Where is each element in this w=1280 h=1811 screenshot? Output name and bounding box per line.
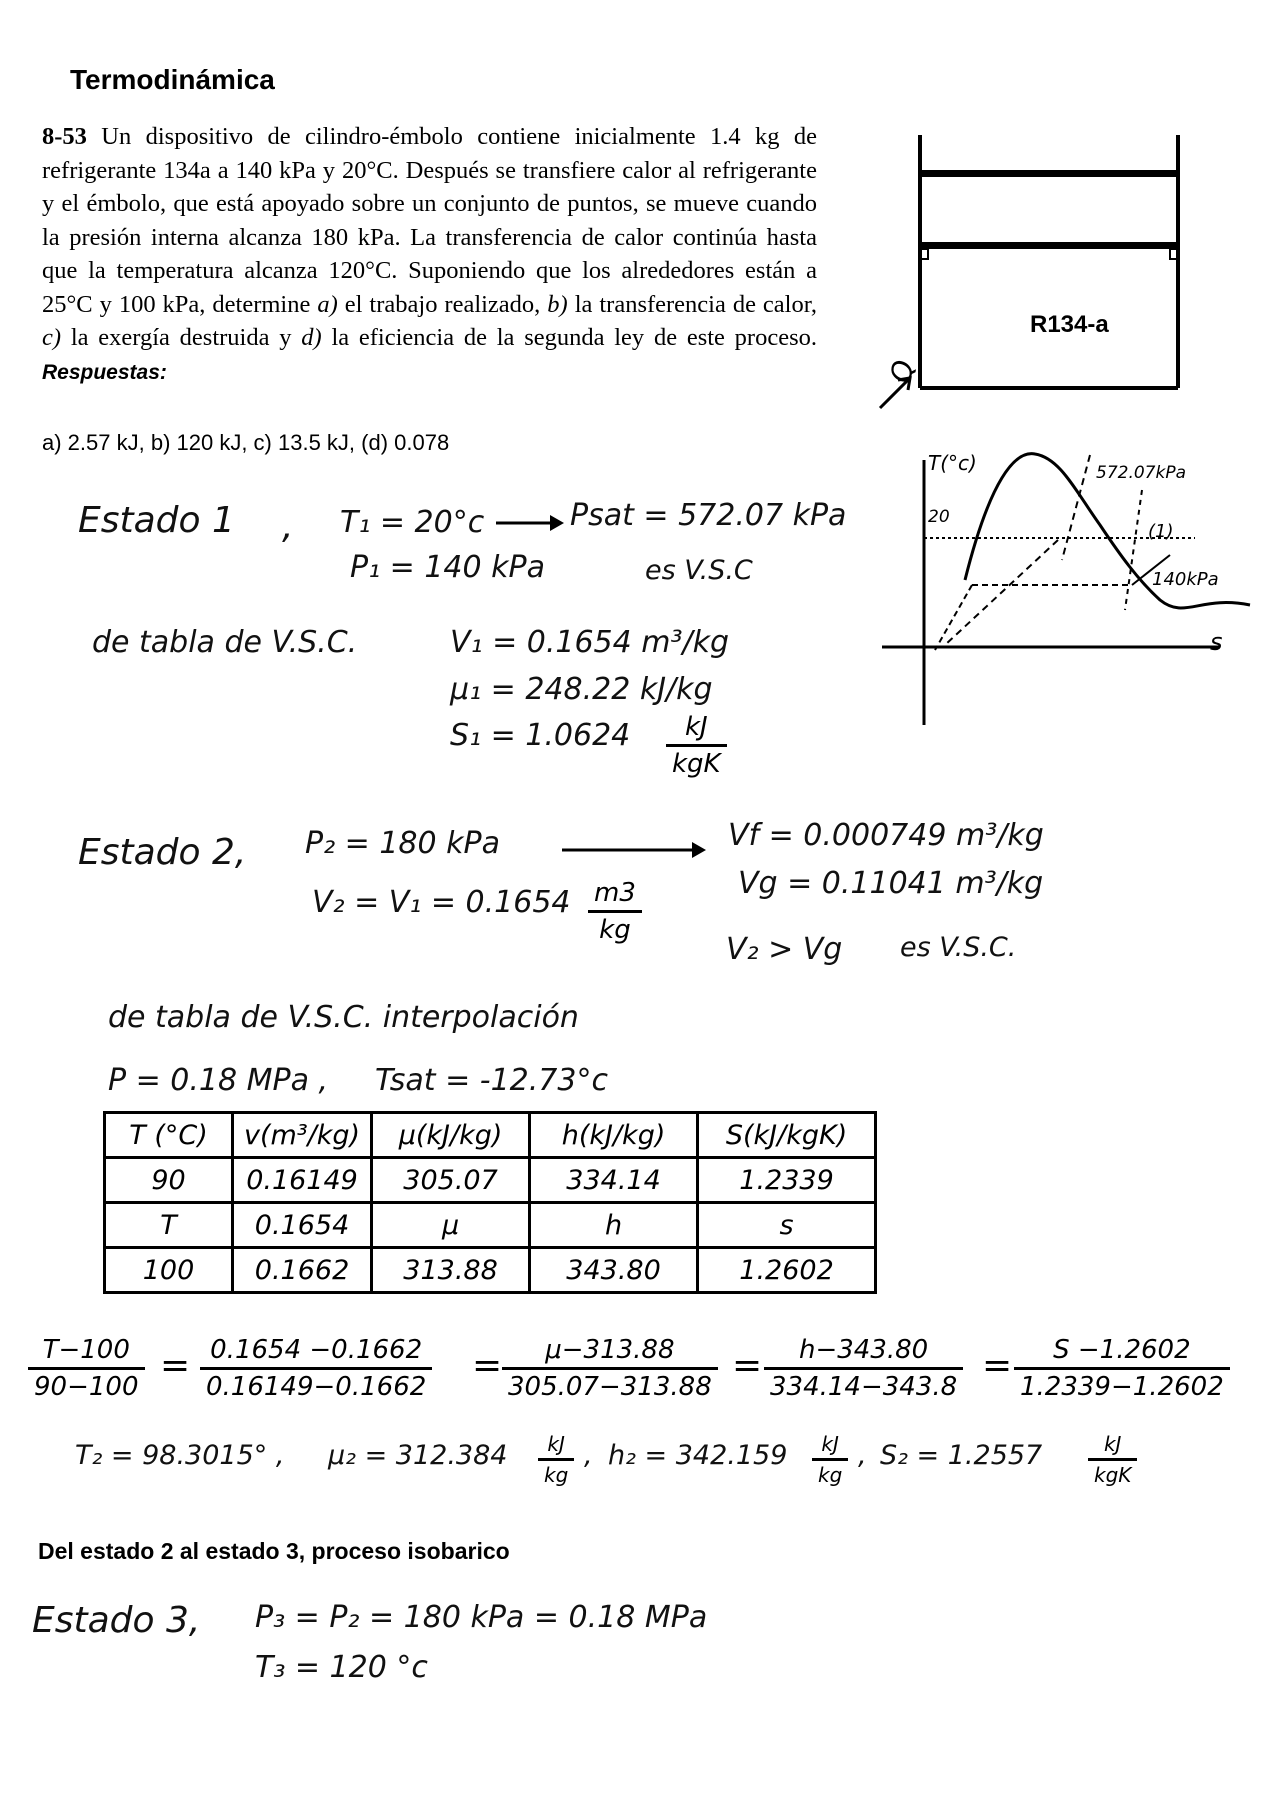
isobar-140-liquid [935, 585, 972, 650]
arrow-right-long-icon [560, 838, 710, 862]
problem-text-a: Un dispositivo de cilindro-émbolo contiene inicialmente 1.4 kg de refrigerante 134a a 140 kPa y 20°C. Después se transfiere calor al refrigerante y el émbolo, que está apoyado sobre un conjunto de puntos, se mueve cuando la presión interna alcanza 180 kPa. La transferencia de calor continúa hasta que la temperatura alcanza 120°C. Suponiendo que los alrededores están a 25°C y 100 kPa, determine [42, 123, 818, 318]
state2-heading: Estado 2, [78, 832, 247, 873]
problem-text-d: la exergía destruida y [70, 324, 292, 351]
result-s2-unit [1088, 1432, 1137, 1487]
state2-vf: Vf = 0.000749 m³/kg [728, 818, 1044, 853]
state3-p3: P₃ = P₂ = 180 kPa = 0.18 MPa [255, 1600, 708, 1635]
state2-tsat: Tsat = -12.73°c [375, 1063, 608, 1098]
result-sep: , [858, 1440, 867, 1471]
table-cell: 100 [105, 1248, 233, 1293]
state2-v2: V₂ = V₁ = 0.1654 [312, 885, 571, 920]
interp-frac-t [28, 1335, 145, 1402]
result-u2: μ₂ = 312.384 [328, 1440, 508, 1471]
isobar-572-liquid [945, 540, 1058, 645]
h2-unit-den: kg [818, 1463, 843, 1487]
result-sep: , [584, 1440, 593, 1471]
table-cell: 305.07 [372, 1158, 530, 1203]
state1-vsc: es V.S.C [645, 555, 753, 586]
table-cell: 343.80 [530, 1248, 698, 1293]
state2-p-mpa: P = 0.18 MPa , [108, 1063, 329, 1098]
s2-unit-num: kJ [1088, 1432, 1137, 1461]
interp-frac-h [764, 1335, 963, 1402]
equals-sign: = [160, 1345, 191, 1386]
ts-state-point: (1) [1148, 521, 1174, 542]
table-cell: h [530, 1203, 698, 1248]
state1-comma: , [282, 506, 294, 547]
problem-number: 8-53 [42, 123, 87, 150]
table-row [105, 1203, 876, 1248]
equals-sign: = [982, 1345, 1013, 1386]
s1-unit-den: kgK [672, 749, 721, 779]
table-cell: 90 [105, 1158, 233, 1203]
state1-s1: S₁ = 1.0624 [450, 718, 631, 753]
ts-tick-20: 20 [928, 507, 950, 527]
problem-label-b: b) [547, 290, 568, 318]
cylinder-diagram [870, 130, 1190, 410]
state1-p1: P₁ = 140 kPa [350, 550, 545, 585]
interp-frac-s [1014, 1335, 1230, 1402]
result-s2: S₂ = 1.2557 [880, 1440, 1043, 1471]
state1-v1: V₁ = 0.1654 m³/kg [450, 625, 730, 660]
piston-bottom-line [920, 242, 1178, 249]
problem-statement [42, 120, 817, 389]
h2-unit-num: kJ [812, 1432, 848, 1461]
answers-label: Respuestas: [42, 360, 167, 384]
interpolation-table [103, 1111, 877, 1294]
v2-unit-num: m3 [588, 878, 642, 913]
state1-t1: T₁ = 20°c [340, 505, 485, 540]
table-row [105, 1158, 876, 1203]
state1-heading: Estado 1 [78, 500, 235, 541]
state2-cmp: V₂ > Vg [726, 932, 843, 967]
isobar-572 [1062, 455, 1090, 560]
state2-p2: P₂ = 180 kPa [305, 826, 500, 861]
interp-frac-s-den: 1.2339−1.2602 [1020, 1372, 1224, 1402]
table-header-v: v(m³/kg) [233, 1113, 372, 1158]
table-cell: 334.14 [530, 1158, 698, 1203]
interp-frac-v [200, 1335, 432, 1402]
table-row [105, 1248, 876, 1293]
state1-table-note: de tabla de V.S.C. [92, 625, 358, 660]
ts-diagram [870, 440, 1265, 730]
problem-text-b: el trabajo realizado, [344, 290, 541, 318]
equals-sign: = [732, 1345, 763, 1386]
interp-frac-v-num: 0.1654 −0.1662 [200, 1335, 432, 1370]
table-cell: μ [372, 1203, 530, 1248]
u2-unit-den: kg [544, 1463, 569, 1487]
ts-p-high: 572.07kPa [1096, 463, 1186, 483]
result-h2: h₂ = 342.159 [608, 1440, 788, 1471]
ts-y-label: T(°c) [928, 451, 977, 475]
result-u2-unit [538, 1432, 574, 1487]
table-header-t: T (°C) [105, 1113, 233, 1158]
u2-unit-num: kJ [538, 1432, 574, 1461]
cylinder-label: R134-a [1030, 311, 1109, 338]
table-cell: 313.88 [372, 1248, 530, 1293]
heat-arrow-icon [880, 378, 910, 408]
interp-frac-t-num: T−100 [28, 1335, 145, 1370]
s1-unit-num: kJ [666, 712, 727, 747]
table-header-row [105, 1113, 876, 1158]
state1-u1: μ₁ = 248.22 kJ/kg [450, 672, 713, 707]
equals-sign: = [472, 1345, 503, 1386]
heat-q-label: Q [884, 357, 921, 386]
state2-vg: Vg = 0.11041 m³/kg [738, 866, 1044, 901]
answers: a) 2.57 kJ, b) 120 kJ, c) 13.5 kJ, (d) 0.078 [42, 430, 450, 455]
table-cell: 0.16149 [233, 1158, 372, 1203]
problem-text-e: la eficiencia de la segunda ley de este proceso. [331, 324, 818, 351]
ts-x-label: s [1210, 628, 1223, 656]
s2-unit-den: kgK [1094, 1463, 1132, 1487]
interp-frac-t-den: 90−100 [34, 1372, 139, 1402]
arrow-right-icon [494, 511, 566, 535]
table-cell: 1.2339 [698, 1158, 876, 1203]
interp-frac-u [502, 1335, 718, 1402]
v2-unit-den: kg [599, 915, 631, 945]
interp-frac-u-den: 305.07−313.88 [508, 1372, 712, 1402]
result-t2: T₂ = 98.3015° , [75, 1440, 285, 1471]
page-title: Termodinámica [70, 64, 275, 95]
interp-frac-v-den: 0.16149−0.1662 [206, 1372, 427, 1402]
piston-top-line [920, 170, 1178, 177]
problem-text-c: la transferencia de calor, [574, 290, 818, 318]
state2-cmp-result: es V.S.C. [900, 932, 1017, 963]
ts-p-low: 140kPa [1152, 569, 1219, 590]
problem-label-c: c) [42, 324, 62, 351]
state1-s1-unit [666, 712, 727, 779]
isobar-state1 [1125, 490, 1142, 610]
problem-label-d: d) [301, 324, 322, 351]
state3-heading: Estado 3, [32, 1600, 201, 1641]
state2-v2-unit [588, 878, 642, 945]
interp-frac-h-den: 334.14−343.8 [770, 1372, 958, 1402]
table-cell: T [105, 1203, 233, 1248]
interp-frac-s-num: S −1.2602 [1014, 1335, 1230, 1370]
interp-frac-u-num: μ−313.88 [502, 1335, 718, 1370]
table-header-s: S(kJ/kgK) [698, 1113, 876, 1158]
state2-interp-note: de tabla de V.S.C. interpolación [108, 1000, 579, 1035]
table-cell: 0.1662 [233, 1248, 372, 1293]
state3-t3: T₃ = 120 °c [255, 1650, 428, 1685]
problem-label-a: a) [317, 290, 338, 318]
table-cell: s [698, 1203, 876, 1248]
table-header-h: h(kJ/kg) [530, 1113, 698, 1158]
table-cell: 0.1654 [233, 1203, 372, 1248]
section-heading: Del estado 2 al estado 3, proceso isobarico [38, 1538, 510, 1564]
interp-frac-h-num: h−343.80 [764, 1335, 963, 1370]
table-header-u: μ(kJ/kg) [372, 1113, 530, 1158]
result-h2-unit [812, 1432, 848, 1487]
state1-psat: Psat = 572.07 kPa [570, 498, 847, 533]
table-cell: 1.2602 [698, 1248, 876, 1293]
